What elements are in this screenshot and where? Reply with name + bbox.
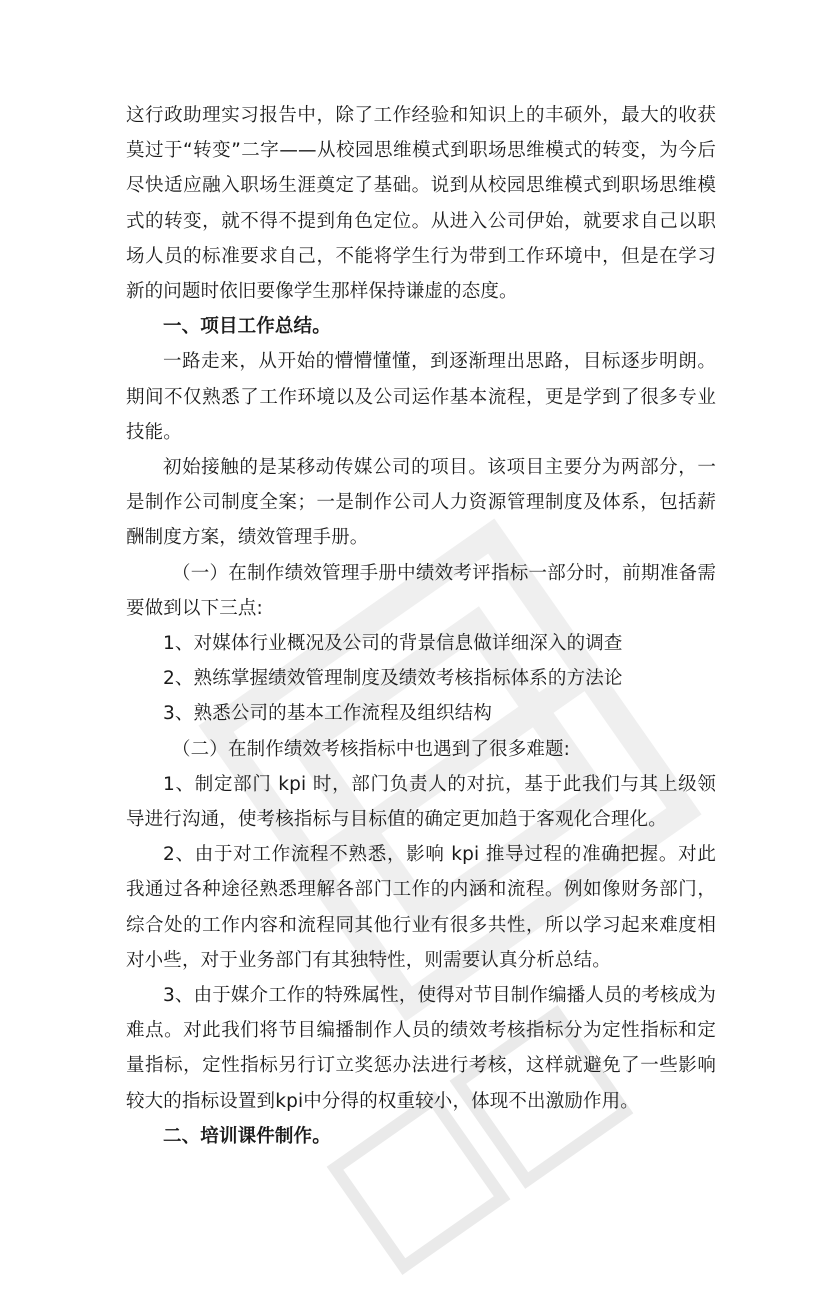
difficulty-item-3: 3、由于媒介工作的特殊属性，使得对节目制作编播人员的考核成为难点。对此我们将节目编播制作人员的绩效考核指标分为定性指标和定量指标，定性指标另行订立奖惩办法进行考核，这样就避免了一些影响较大的指标设置到kpi中分得的权重较小，体现不出激励作用。	[126, 985, 716, 1112]
heading-project-summary: 一、项目工作总结。	[163, 316, 331, 338]
list-item-2: 2、熟练掌握绩效管理制度及绩效考核指标体系的方法论	[163, 668, 623, 690]
heading-training-courseware: 二、培训课件制作。	[163, 1125, 331, 1147]
paragraph-intro: 这行政助理实习报告中，除了工作经验和知识上的丰硕外，最大的收获莫过于“转变”二字——从校园思维模式到职场思维模式的转变，为今后尽快适应融入职场生涯奠定了基础。说到从校园思维模式到职场思维模式的转变，就不得不提到角色定位。从进入公司伊始，就要求自己以职场人员的标准要求自己，不能将学生行为带到工作环境中，但是在学习新的问题时依旧要像学生那样保持谦虚的态度。	[126, 105, 716, 303]
paragraph-initial-project: 初始接触的是某移动传媒公司的项目。该项目主要分为两部分，一是制作公司制度全案；一是制作公司人力资源管理制度及体系，包括薪酬制度方案，绩效管理手册。	[126, 457, 716, 549]
paragraph-section-one: （一）在制作绩效管理手册中绩效考评指标一部分时，前期准备需要做到以下三点:	[126, 562, 716, 619]
list-item-1: 1、对媒体行业概况及公司的背景信息做详细深入的调查	[163, 633, 623, 655]
document-body	[126, 98, 716, 1154]
difficulty-item-1: 1、制定部门 kpi 时，部门负责人的对抗，基于此我们与其上级领导进行沟通，使考核指标与目标值的确定更加趋于客观化合理化。	[126, 773, 716, 831]
paragraph-section-two: （二）在制作绩效考核指标中也遇到了很多难题:	[172, 738, 571, 760]
paragraph-journey: 一路走来，从开始的懵懵懂懂，到逐渐理出思路，目标逐步明朗。期间不仅熟悉了工作环境以及公司运作基本流程，更是学到了很多专业技能。	[126, 351, 716, 443]
list-item-3: 3、熟悉公司的基本工作流程及组织结构	[163, 703, 492, 725]
difficulty-item-2: 2、由于对工作流程不熟悉，影响 kpi 推导过程的准确把握。对此我通过各种途径熟悉理解各部门工作的内涵和流程。例如像财务部门，综合处的工作内容和流程同其他行业有很多共性，所以学习起来难度相对小些，对于业务部门有其独特性，则需要认真分析总结。	[126, 844, 716, 971]
